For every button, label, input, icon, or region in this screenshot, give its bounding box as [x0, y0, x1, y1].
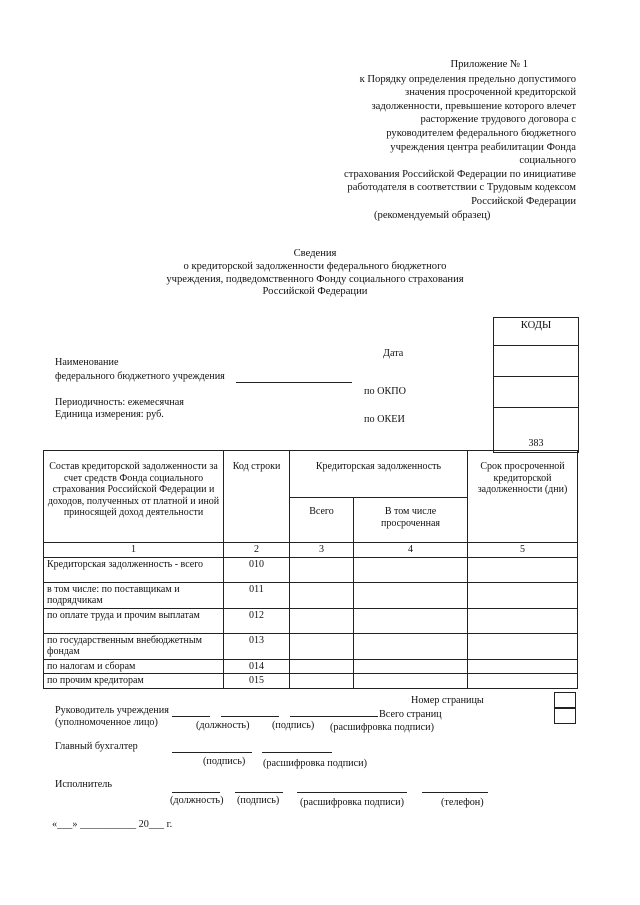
codes-divider: [494, 376, 578, 377]
total-pages-label: Всего страниц: [379, 709, 442, 720]
row-code: 010: [224, 557, 290, 582]
heading-line: учреждения, подведомственного Фонду социального страхования: [166, 273, 464, 285]
row-code: 013: [224, 633, 290, 659]
heading-line: о кредиторской задолженности федерального бюджетного: [183, 260, 447, 272]
column-number: 2: [224, 543, 290, 558]
row-code: 015: [224, 674, 290, 689]
org-label: Наименование: [55, 357, 119, 368]
row-label: по государственным внебюджетным фондам: [44, 633, 224, 659]
table-row: [44, 633, 578, 659]
header-overdue: В том числе просроченная: [354, 498, 468, 543]
appendix-title: Приложение № 1: [450, 59, 528, 70]
codes-box: [493, 317, 579, 453]
appendix-line: к Порядку определения предельно допустимого: [359, 73, 576, 85]
okei-label: по ОКЕИ: [364, 414, 405, 425]
value-cell[interactable]: [290, 674, 354, 689]
header-overdue-term: Срок просроченной кредиторской задолженности (дни): [468, 451, 578, 543]
appendix-line: задолженности, превышение которого влечет: [371, 100, 576, 112]
value-cell[interactable]: [354, 633, 468, 659]
appendix-block: [320, 58, 576, 209]
row-label: по оплате труда и прочим выплатам: [44, 608, 224, 633]
column-number: 3: [290, 543, 354, 558]
heading-line: Российской Федерации: [262, 286, 368, 298]
row-label: по прочим кредиторам: [44, 674, 224, 689]
chief-signature-field[interactable]: [172, 752, 252, 753]
okei-code: 383: [528, 438, 544, 449]
executor-label: Исполнитель: [55, 779, 112, 790]
row-code: 014: [224, 659, 290, 674]
decoding-caption: (расшифровка подписи): [263, 758, 367, 769]
page-number-label: Номер страницы: [411, 695, 484, 706]
column-number: 4: [354, 543, 468, 558]
header-creditor-debt: Кредиторская задолженность: [290, 451, 468, 498]
header-row-code: Код строки: [224, 451, 290, 543]
head-signature-field[interactable]: [221, 716, 279, 717]
appendix-line: Российской Федерации: [471, 195, 576, 207]
appendix-line: расторжение трудового договора с: [420, 114, 576, 126]
org-label-2: федерального бюджетного учреждения: [55, 371, 225, 382]
executor-signature-field[interactable]: [235, 792, 283, 793]
value-cell[interactable]: [290, 557, 354, 582]
appendix-line: учреждения центра реабилитации Фонда: [390, 141, 576, 153]
value-cell[interactable]: [468, 659, 578, 674]
value-cell[interactable]: [354, 659, 468, 674]
org-name-field[interactable]: [236, 382, 352, 383]
value-cell[interactable]: [354, 608, 468, 633]
chief-accountant-label: Главный бухгалтер: [55, 741, 138, 752]
value-cell[interactable]: [290, 608, 354, 633]
decoding-caption: (расшифровка подписи): [300, 797, 404, 808]
position-caption: (должность): [196, 720, 250, 731]
total-pages-box[interactable]: [554, 707, 576, 724]
row-label: по налогам и сборам: [44, 659, 224, 674]
appendix-line: руководителем федерального бюджетного: [386, 127, 576, 139]
row-code: 011: [224, 582, 290, 608]
column-number: 1: [44, 543, 224, 558]
value-cell[interactable]: [468, 608, 578, 633]
value-cell[interactable]: [354, 582, 468, 608]
position-caption: (должность): [170, 795, 224, 806]
decoding-caption: (расшифровка подписи): [330, 722, 434, 733]
period-label: Периодичность: ежемесячная: [55, 397, 184, 408]
document-title: Сведения: [293, 248, 337, 259]
head-label: Руководитель учреждения: [55, 705, 169, 716]
table-row: [44, 659, 578, 674]
date-line[interactable]: «___» ___________ 20___ г.: [52, 819, 173, 830]
value-cell[interactable]: [468, 557, 578, 582]
executor-phone-field[interactable]: [422, 792, 488, 793]
okpo-label: по ОКПО: [364, 386, 406, 397]
codes-divider: [494, 345, 578, 346]
executor-decoding-field[interactable]: [297, 792, 407, 793]
value-cell[interactable]: [290, 582, 354, 608]
value-cell[interactable]: [290, 633, 354, 659]
column-numbers-row: [44, 543, 578, 558]
header-composition: Состав кредиторской задолженности за счет средств Фонда социального страхования Российской Федерации и доходов, полученных от платной и иной приносящей доход деятельности: [44, 451, 224, 543]
signature-caption: (подпись): [237, 795, 280, 806]
executor-position-field[interactable]: [172, 792, 220, 793]
codes-divider: [494, 407, 578, 408]
chief-decoding-field[interactable]: [262, 752, 332, 753]
header-total: Всего: [290, 498, 354, 543]
signature-caption: (подпись): [203, 756, 246, 767]
row-label: в том числе: по поставщикам и подрядчикам: [44, 582, 224, 608]
codes-label: КОДЫ: [520, 320, 552, 331]
recommended-sample-note: (рекомендуемый образец): [374, 210, 491, 221]
appendix-line: страхования Российской Федерации по инициативе: [344, 168, 576, 180]
table-row: [44, 674, 578, 689]
value-cell[interactable]: [354, 557, 468, 582]
signature-caption: (подпись): [272, 720, 315, 731]
column-number: 5: [468, 543, 578, 558]
value-cell[interactable]: [354, 674, 468, 689]
head-sub-label: (уполномоченное лицо): [55, 717, 158, 728]
value-cell[interactable]: [290, 659, 354, 674]
table-row: [44, 608, 578, 633]
table-row: [44, 557, 578, 582]
date-label: Дата: [383, 348, 404, 359]
value-cell[interactable]: [468, 633, 578, 659]
value-cell[interactable]: [468, 582, 578, 608]
value-cell[interactable]: [468, 674, 578, 689]
appendix-line: значения просроченной кредиторской: [405, 87, 576, 99]
row-label: Кредиторская задолженность - всего: [44, 557, 224, 582]
table-row: [44, 582, 578, 608]
creditor-debt-table: [43, 450, 578, 689]
row-code: 012: [224, 608, 290, 633]
phone-caption: (телефон): [441, 797, 484, 808]
appendix-line: работодателя в соответствии с Трудовым кодексом: [347, 182, 576, 194]
document-heading: [140, 248, 490, 299]
unit-label: Единица измерения: руб.: [55, 409, 164, 420]
head-decoding-field[interactable]: [290, 716, 378, 717]
appendix-line: социального: [519, 155, 576, 167]
head-position-field[interactable]: [172, 716, 210, 717]
table-header-row: [44, 451, 578, 498]
